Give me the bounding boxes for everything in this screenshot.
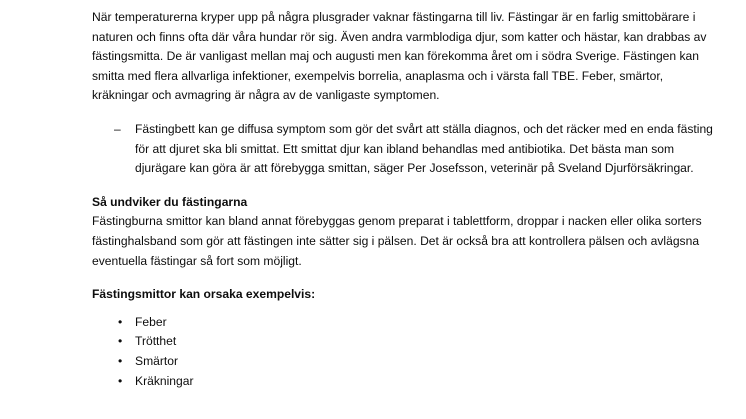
- symptom-bullet-list: [92, 313, 714, 391]
- spacer: [92, 179, 714, 193]
- section-heading-avoid: Så undviker du fästingarna: [92, 194, 248, 209]
- spacer: [92, 271, 714, 285]
- dash-marker: –: [114, 121, 121, 136]
- page-left-margin: [0, 0, 16, 419]
- section-heading-symptoms: Fästingsmittor kan orsaka exempelvis:: [92, 287, 316, 302]
- bullet-marker: •: [118, 373, 123, 388]
- list-item: [92, 372, 714, 392]
- spacer: [92, 106, 714, 120]
- list-item-text: Fästingbett kan ge diffusa symptom som gör det svårt att ställa diagnos, och det räcker med en enda fästing för att djuret ska bli smittat. Ett smittat djur kan ibland behandlas med antibiotika. Det bästa man som djurägare kan göra är att förebygga smittan, säger Per Josefsson, veterinär på Sveland Djurförsäkringar.: [135, 121, 713, 176]
- spacer: [92, 305, 714, 313]
- list-item: [92, 313, 714, 333]
- list-item: [92, 120, 714, 179]
- list-item-label: Trötthet: [135, 334, 177, 349]
- document-body: [92, 8, 714, 391]
- dash-list: [92, 120, 714, 179]
- section-avoid-paragraph: Fästingburna smittor kan bland annat förebyggas genom preparat i tablettform, droppar i nacken eller olika sorters fästinghalsband som gör att fästingen inte sätter sig i pälsen. Det är också bra att kontrollera pälsen och avlägsna eventuella fästingar så fort som möjligt.: [92, 214, 702, 268]
- intro-paragraph: När temperaturerna kryper upp på några plusgrader vaknar fästingarna till liv. Fästingar är en farlig smittobärare i naturen och finns ofta där våra hundar rör sig. Även andra varmblodiga djur, som katter och hästar, kan drabbas av fästingsmitta. De är vanligast mellan maj och augusti men kan förekomma året om i södra Sverige. Fästingen kan smitta med flera allvarliga infektioner, exempelvis borrelia, anaplasma och i värsta fall TBE. Feber, smärtor, kräkningar och avmagring är några av de vanligaste symptomen.: [92, 10, 707, 103]
- bullet-marker: •: [118, 314, 123, 329]
- bullet-marker: •: [118, 353, 123, 368]
- bullet-marker: •: [118, 334, 123, 349]
- list-item: [92, 352, 714, 372]
- list-item-label: Feber: [135, 314, 167, 329]
- list-item-label: Kräkningar: [135, 373, 194, 388]
- list-item: [92, 332, 714, 352]
- list-item-label: Smärtor: [135, 353, 179, 368]
